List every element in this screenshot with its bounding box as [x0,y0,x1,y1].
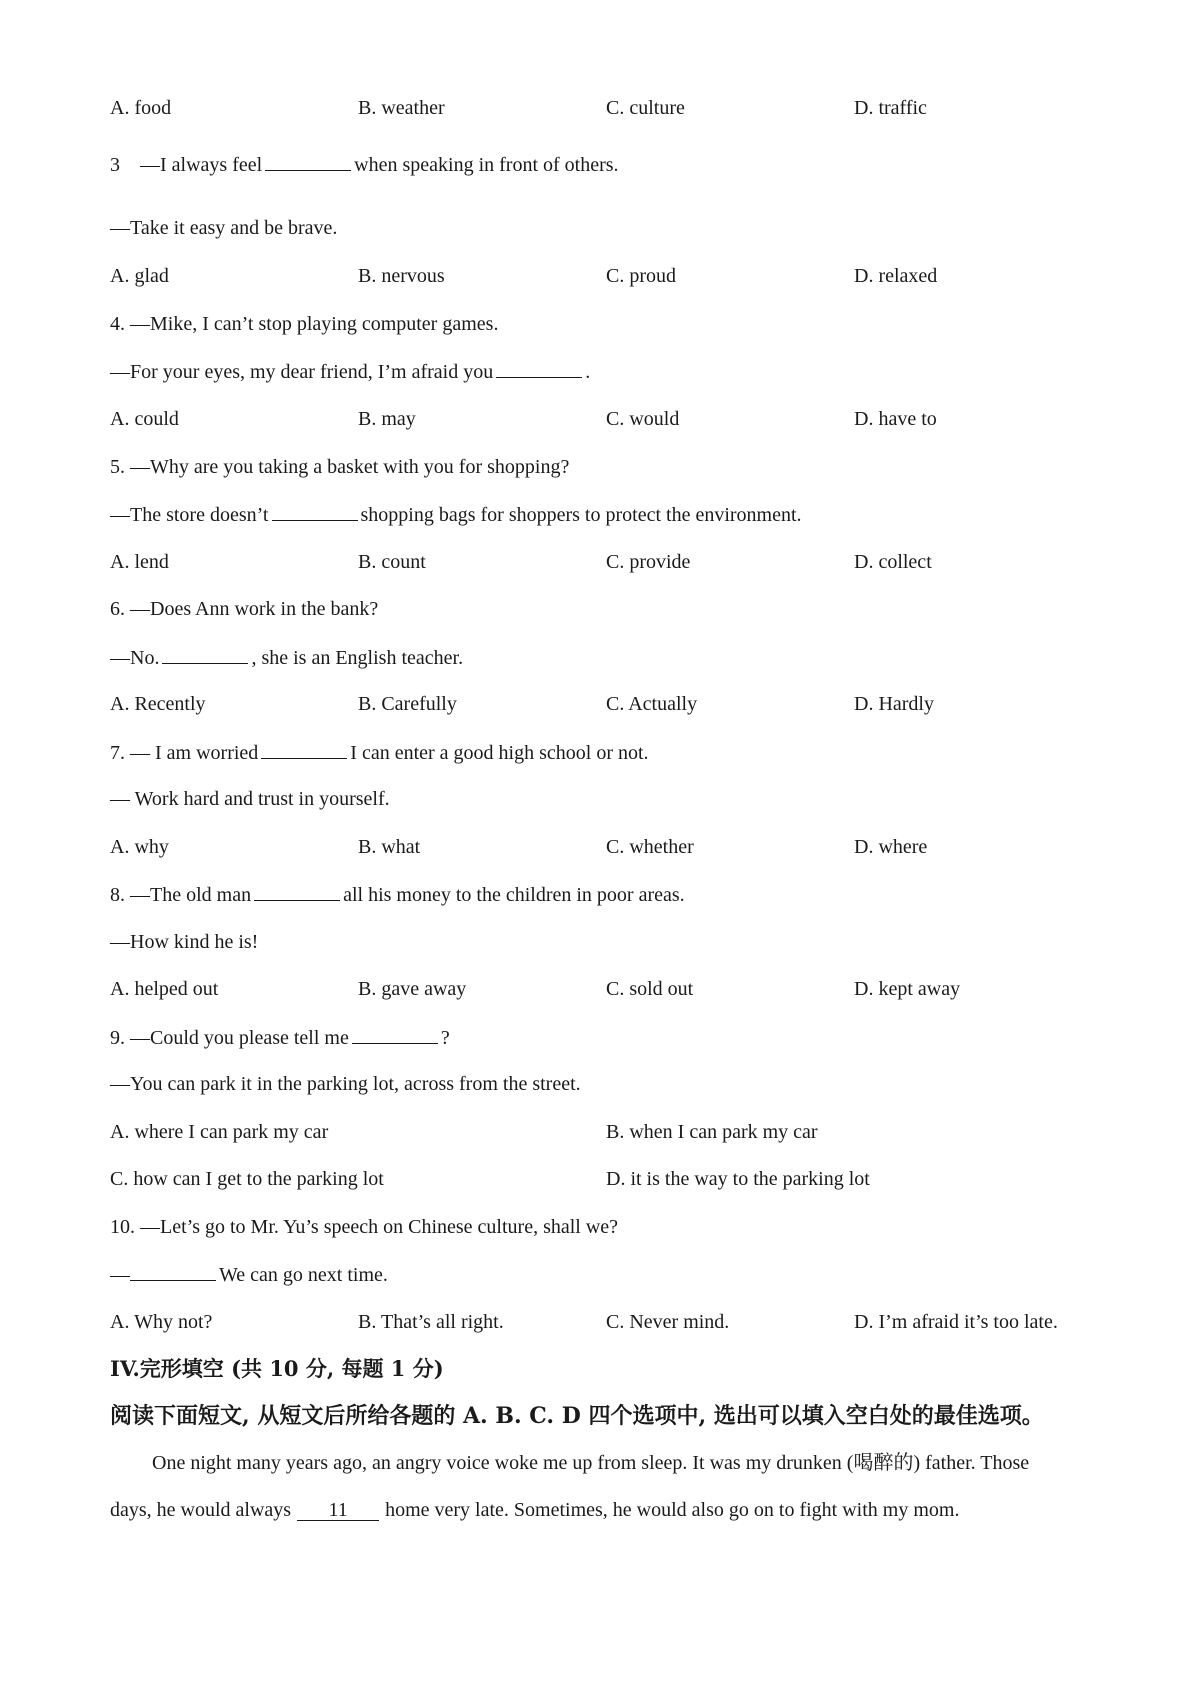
q4-prompt: 4. —Mike, I can’t stop playing computer games. [110,313,499,335]
q10-options [110,1310,1110,1334]
q6-options [110,692,1110,716]
answer-blank [496,359,582,378]
q8-prompt: 8. —The old man all his money to the children in poor areas. [110,884,685,906]
q8-reply: —How kind he is! [110,931,259,953]
option-a: A. Recently [110,693,206,715]
q9-options-row2 [110,1167,1110,1191]
q9-reply: —You can park it in the parking lot, across from the street. [110,1073,581,1095]
option-c: C. Never mind. [606,1311,730,1333]
q7-prompt: 7. — I am worried I can enter a good high school or not. [110,742,649,764]
passage-line-1: One night many years ago, an angry voice woke me up from sleep. It was my drunken (喝醉的) father. Those [152,1452,1030,1474]
option-a: A. lend [110,551,169,573]
answer-blank [272,502,358,521]
passage-line-2: days, he would always 11 home very late. Sometimes, he would also go on to fight with my mom. [110,1499,960,1521]
option-c: C. would [606,408,680,430]
q4-options [110,407,1110,431]
option-d: D. Hardly [854,693,934,715]
option-b: B. weather [358,97,445,119]
option-a: A. where I can park my car [110,1121,329,1143]
option-a: A. could [110,408,179,430]
option-a: A. food [110,97,172,119]
q8-options [110,977,1110,1001]
q3-reply: —Take it easy and be brave. [110,217,338,239]
option-c: C. Actually [606,693,698,715]
option-a: A. Why not? [110,1311,213,1333]
option-d: D. where [854,836,928,858]
option-a: A. helped out [110,978,219,1000]
answer-blank [261,740,347,759]
option-d: D. kept away [854,978,961,1000]
cloze-blank: 11 [297,1500,379,1521]
option-b: B. nervous [358,265,445,287]
option-c: C. proud [606,265,676,287]
q3-prompt: 3 —I always feel when speaking in front of others. [110,154,619,176]
option-d: D. have to [854,408,937,430]
option-d: D. collect [854,551,932,573]
option-d: D. traffic [854,97,927,119]
answer-blank [254,882,340,901]
q6-prompt: 6. —Does Ann work in the bank? [110,598,379,620]
q2-options [110,96,1110,120]
option-c: C. whether [606,836,694,858]
option-d: D. I’m afraid it’s too late. [854,1311,1058,1333]
option-a: A. glad [110,265,169,287]
q9-prompt: 9. —Could you please tell me ? [110,1027,450,1049]
q3-options [110,264,1110,288]
answer-blank [162,645,248,664]
option-b: B. count [358,551,426,573]
q10-reply: — We can go next time. [110,1264,388,1286]
q5-reply: —The store doesn’t shopping bags for shoppers to protect the environment. [110,504,802,526]
q6-reply: —No. , she is an English teacher. [110,647,464,669]
answer-blank [352,1025,438,1044]
option-d: D. relaxed [854,265,938,287]
option-c: C. how can I get to the parking lot [110,1168,384,1190]
option-b: B. when I can park my car [606,1121,818,1143]
option-d: D. it is the way to the parking lot [606,1168,870,1190]
q9-options-row1 [110,1120,1110,1144]
option-a: A. why [110,836,169,858]
option-b: B. what [358,836,421,858]
option-b: B. may [358,408,416,430]
section-instruction: 阅读下面短文, 从短文后所给各题的 A. B. C. D 四个选项中, 选出可以填入空白处的最佳选项。 [110,1403,1044,1429]
answer-blank [265,152,351,171]
option-b: B. Carefully [358,693,457,715]
option-c: C. culture [606,97,685,119]
q10-prompt: 10. —Let’s go to Mr. Yu’s speech on Chinese culture, shall we? [110,1216,619,1238]
q5-prompt: 5. —Why are you taking a basket with you for shopping? [110,456,570,478]
option-b: B. gave away [358,978,467,1000]
q7-options [110,835,1110,859]
answer-blank [130,1262,216,1281]
option-c: C. provide [606,551,691,573]
q7-reply: — Work hard and trust in yourself. [110,788,390,810]
section-title: IV.完形填空 (共 10 分, 每题 1 分) [110,1356,444,1381]
option-b: B. That’s all right. [358,1311,504,1333]
option-c: C. sold out [606,978,694,1000]
q5-options [110,550,1110,574]
q4-reply: —For your eyes, my dear friend, I’m afraid you . [110,361,591,383]
